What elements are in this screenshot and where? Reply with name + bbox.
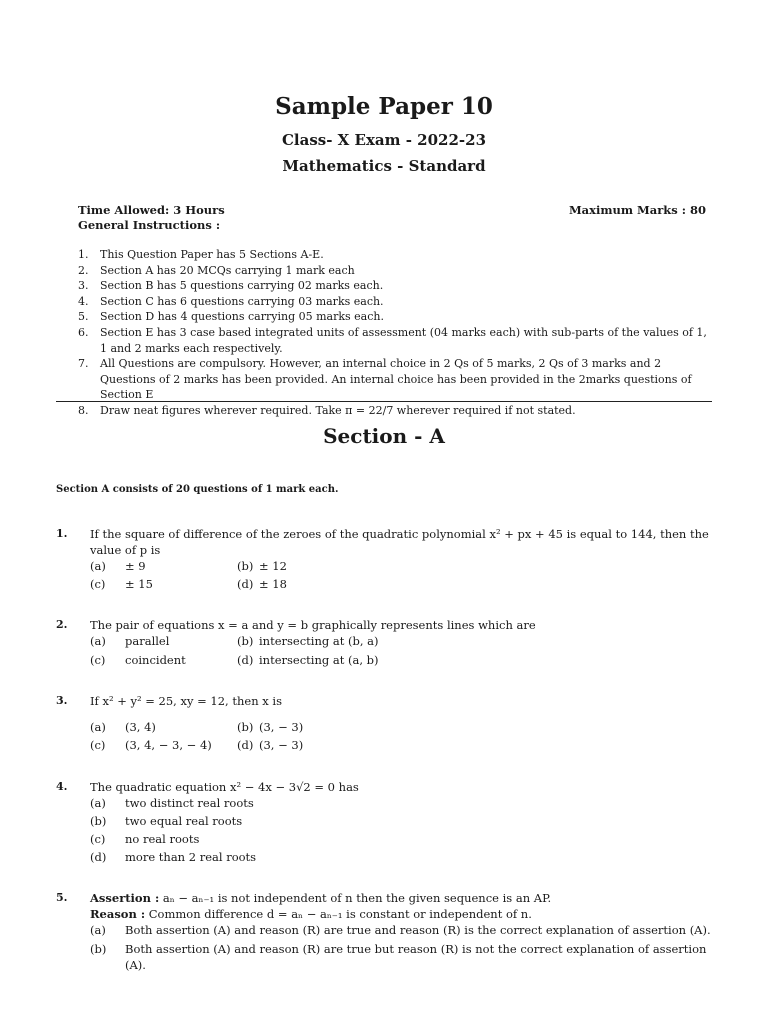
instruction-item (78, 278, 712, 294)
instruction-item (78, 356, 712, 403)
option-label: (a) (90, 796, 106, 810)
question-number: 5. (56, 891, 68, 904)
option-text: Both assertion (A) and reason (R) are true but reason (R) is not the correct explanation of assertion (A). (125, 942, 707, 972)
instruction-item (78, 247, 712, 263)
assertion-text: aₙ − aₙ₋₁ is not independent of n then the given sequence is an AP. (162, 891, 552, 905)
option-text: coincident (125, 653, 186, 667)
option-text: two equal real roots (125, 814, 243, 828)
option-text: ± 18 (259, 577, 287, 591)
divider (56, 401, 712, 402)
option-label: (d) (237, 577, 254, 591)
option-text: Both assertion (A) and reason (R) are true and reason (R) is the correct explanation of assertion (A). (125, 923, 711, 937)
instruction-number: 3. (78, 279, 89, 293)
instruction-text: Section C has 6 questions carrying 03 marks each. (100, 294, 384, 308)
instruction-item (78, 309, 712, 325)
subject-line: Mathematics - Standard (282, 157, 486, 175)
instructions-heading: General Instructions : (78, 218, 221, 232)
option-label: (a) (90, 720, 106, 734)
question-text: The pair of equations x = a and y = b graphically represents lines which are (90, 618, 536, 632)
option-label: (c) (90, 832, 106, 846)
option-text: ± 9 (125, 559, 146, 573)
section-note: Section A consists of 20 questions of 1 mark each. (56, 484, 339, 495)
question-number: 1. (56, 527, 68, 540)
instruction-item (78, 403, 712, 419)
option-label: (a) (90, 634, 106, 648)
instruction-item (78, 325, 712, 356)
question-number: 2. (56, 618, 68, 631)
reason-line (90, 906, 714, 922)
class-line: Class- X Exam - 2022-23 (281, 131, 487, 149)
option-text: more than 2 real roots (125, 850, 257, 864)
assertion-line (90, 890, 714, 906)
option-text: two distinct real roots (125, 796, 254, 810)
instruction-text: Draw neat figures wherever required. Take π = 22/7 wherever required if not stated. (100, 403, 576, 417)
instruction-number: 6. (78, 325, 89, 339)
instruction-text: All Questions are compulsory. However, an internal choice in 2 Qs of 5 marks, 2 Qs of 3 marks and 2 Questions of 2 marks has been provided. An internal choice has been provided in the 2marks questions of Section E (100, 357, 692, 402)
instruction-number: 7. (78, 357, 89, 371)
instruction-text: Section A has 20 MCQs carrying 1 mark each (100, 263, 355, 277)
option-label: (c) (90, 577, 106, 591)
assertion-label: Assertion : (90, 891, 160, 905)
option-text: intersecting at (b, a) (259, 634, 379, 648)
instruction-number: 5. (78, 310, 89, 324)
instructions-list (78, 247, 712, 419)
instruction-number: 1. (78, 248, 89, 261)
instruction-text: Section D has 4 questions carrying 05 marks each. (100, 310, 384, 324)
maximum-marks: Maximum Marks : 80 (568, 203, 706, 217)
option-label: (b) (90, 814, 107, 828)
instruction-number: 8. (78, 403, 89, 417)
question-text: The quadratic equation x² − 4x − 3√2 = 0 has (90, 780, 359, 794)
option-label: (c) (90, 653, 106, 667)
option-text: parallel (125, 634, 170, 648)
option-text: (3, 4, − 3, − 4) (125, 738, 212, 752)
option-label: (b) (237, 634, 254, 648)
time-allowed: Time Allowed: 3 Hours (78, 203, 225, 217)
reason-label: Reason : (90, 907, 146, 921)
option-text: (3, − 3) (259, 738, 304, 752)
option-label: (c) (90, 738, 106, 752)
instruction-number: 2. (78, 263, 89, 277)
option-text: intersecting at (a, b) (259, 653, 379, 667)
instruction-text: Section B has 5 questions carrying 02 marks each. (100, 279, 384, 293)
option-text: (3, 4) (125, 720, 156, 734)
section-title: Section - A (323, 424, 445, 448)
instruction-item (78, 263, 712, 279)
option-label: (b) (90, 942, 107, 956)
option-label: (d) (90, 850, 107, 864)
option-label: (d) (237, 738, 254, 752)
option-text: (3, − 3) (259, 720, 304, 734)
paper-title: Sample Paper 10 (275, 93, 493, 120)
option-label: (b) (237, 559, 254, 573)
instruction-item (78, 294, 712, 310)
question-text: If x² + y² = 25, xy = 12, then x is (90, 694, 282, 708)
option-label: (d) (237, 653, 254, 667)
option-label: (b) (237, 720, 254, 734)
option-text: ± 12 (259, 559, 287, 573)
question-text: If the square of difference of the zeroes of the quadratic polynomial x² + px + 45 is equal to 144, then the value of p is (90, 527, 709, 557)
instruction-text: This Question Paper has 5 Sections A-E. (100, 248, 324, 261)
reason-text: Common difference d = aₙ − aₙ₋₁ is constant or independent of n. (148, 907, 532, 921)
option-text: no real roots (125, 832, 200, 846)
instruction-text: Section E has 3 case based integrated units of assessment (04 marks each) with sub-parts of the values of 1, 1 and 2 marks each respectively. (100, 325, 707, 355)
option-label: (a) (90, 923, 106, 937)
question-number: 4. (56, 780, 68, 793)
option-text: ± 15 (125, 577, 153, 591)
instruction-number: 4. (78, 294, 89, 308)
question-number: 3. (56, 694, 68, 707)
option-label: (a) (90, 559, 106, 573)
